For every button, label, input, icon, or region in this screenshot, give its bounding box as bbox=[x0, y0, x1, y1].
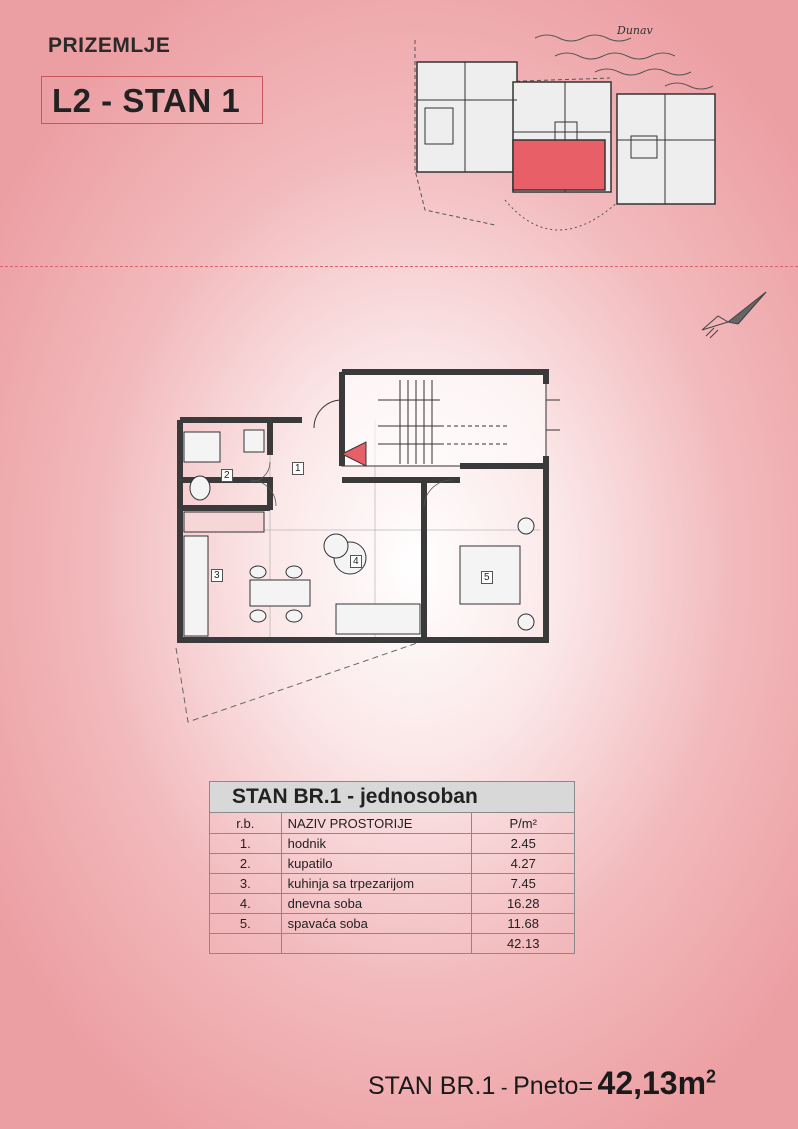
room-name: hodnik bbox=[281, 834, 472, 854]
table-row bbox=[210, 914, 575, 934]
highlighted-unit bbox=[513, 140, 605, 190]
north-arrow-icon bbox=[698, 290, 770, 352]
section-divider bbox=[0, 266, 798, 267]
room-number-2: 2 bbox=[221, 469, 233, 482]
footer-dash: - bbox=[495, 1077, 514, 1099]
room-number-5: 5 bbox=[481, 571, 493, 584]
footer-pneto: Pneto= bbox=[513, 1072, 594, 1100]
table-row bbox=[210, 894, 575, 914]
floor-plan bbox=[160, 360, 560, 730]
room-area: 2.45 bbox=[472, 834, 575, 854]
footer-value bbox=[598, 1065, 717, 1101]
table-title: STAN BR.1 - jednosoban bbox=[210, 782, 575, 813]
footer-label: STAN BR.1 bbox=[368, 1072, 496, 1100]
room-area: 7.45 bbox=[472, 874, 575, 894]
table-row bbox=[210, 854, 575, 874]
room-number-4: 4 bbox=[350, 555, 362, 568]
total-area: 42.13 bbox=[472, 934, 575, 954]
room-name: kupatilo bbox=[281, 854, 472, 874]
room-number-1: 1 bbox=[292, 462, 304, 475]
table-row bbox=[210, 874, 575, 894]
river-label: Dunav bbox=[617, 24, 653, 37]
floor-label: PRIZEMLJE bbox=[48, 34, 171, 57]
column-header-area: P/m² bbox=[472, 813, 575, 834]
room-area: 4.27 bbox=[472, 854, 575, 874]
column-header-no: r.b. bbox=[210, 813, 282, 834]
room-area-table bbox=[209, 781, 575, 954]
row-number: 5. bbox=[210, 914, 282, 934]
footer-value-unit: 2 bbox=[706, 1066, 717, 1087]
room-area: 16.28 bbox=[472, 894, 575, 914]
table-row bbox=[210, 834, 575, 854]
row-number: 3. bbox=[210, 874, 282, 894]
footer-value-number: 42,13m bbox=[597, 1065, 707, 1101]
site-key-plan bbox=[395, 20, 735, 245]
room-number-3: 3 bbox=[211, 569, 223, 582]
room-name: kuhinja sa trpezarijom bbox=[281, 874, 472, 894]
room-area: 11.68 bbox=[472, 914, 575, 934]
room-name: spavaća soba bbox=[281, 914, 472, 934]
row-number: 1. bbox=[210, 834, 282, 854]
unit-title: L2 - STAN 1 bbox=[52, 82, 241, 119]
net-area-summary bbox=[368, 1065, 716, 1102]
row-number: 4. bbox=[210, 894, 282, 914]
table-total-row bbox=[210, 934, 575, 954]
room-name: dnevna soba bbox=[281, 894, 472, 914]
row-number: 2. bbox=[210, 854, 282, 874]
column-header-name: NAZIV PROSTORIJE bbox=[281, 813, 472, 834]
